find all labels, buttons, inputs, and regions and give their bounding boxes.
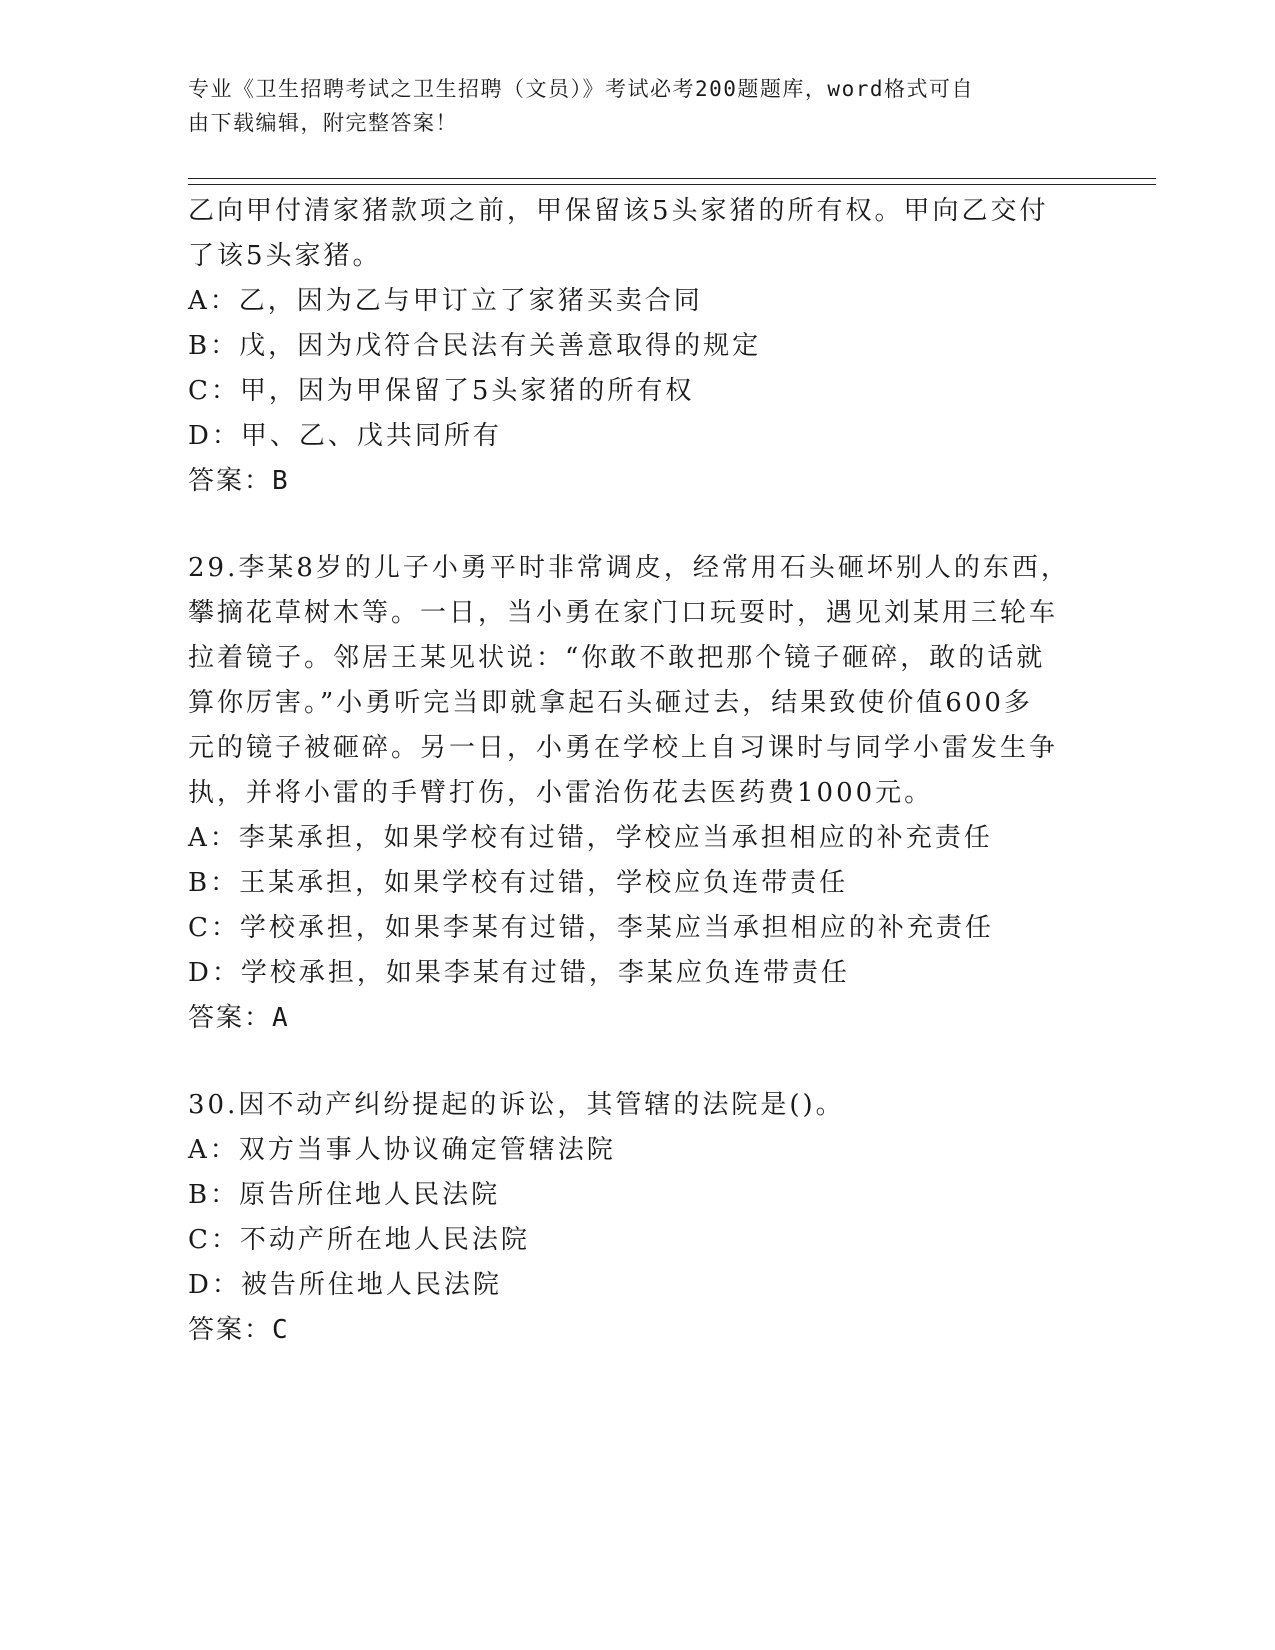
question-text-line: 元的镜子被砸碎。另一日，小勇在学校上自习课时与同学小雷发生争: [188, 733, 1059, 763]
question-text-line: 算你厉害。”小勇听完当即就拿起石头砸过去，结果致使价值600多: [188, 688, 1033, 718]
option-c: C：甲，因为甲保留了5头家猪的所有权: [188, 376, 695, 406]
question-text-line: 30.因不动产纠纷提起的诉讼，其管辖的法院是()。: [188, 1090, 845, 1120]
option-c: C：不动产所在地人民法院: [188, 1225, 530, 1255]
question-29: [188, 546, 1088, 1041]
option-b: B：原告所住地人民法院: [188, 1180, 501, 1210]
option-b: B：王某承担，如果学校有过错，学校应负连带责任: [188, 868, 849, 898]
option-c: C：学校承担，如果李某有过错，李某应当承担相应的补充责任: [188, 913, 994, 943]
option-d: D：甲、乙、戊共同所有: [188, 421, 502, 451]
answer: 答案：C: [188, 1315, 290, 1345]
spacer: [188, 504, 1088, 546]
option-a: A：李某承担，如果学校有过错，学校应当承担相应的补充责任: [188, 823, 993, 853]
question-28: [188, 189, 1088, 504]
question-30: [188, 1083, 1088, 1353]
header-line-1: 专业《卫生招聘考试之卫生招聘（文员）》考试必考200题题库，word格式可自: [188, 77, 974, 101]
question-text-line: 执，并将小雷的手臂打伤，小雷治伤花去医药费1000元。: [188, 778, 934, 808]
question-text-line: 攀摘花草树木等。一日，当小勇在家门口玩耍时，遇见刘某用三轮车: [188, 598, 1059, 628]
document-body: [188, 189, 1088, 1353]
header-divider-bottom: [188, 184, 1156, 185]
option-d: D：学校承担，如果李某有过错，李某应负连带责任: [188, 958, 850, 988]
question-text-line: 了该5头家猪。: [188, 241, 382, 271]
option-d: D：被告所住地人民法院: [188, 1270, 502, 1300]
question-text-line: 29.李某8岁的儿子小勇平时非常调皮，经常用石头砸坏别人的东西，: [188, 553, 1070, 583]
answer: 答案：B: [188, 466, 290, 496]
option-b: B：戊，因为戊符合民法有关善意取得的规定: [188, 331, 762, 361]
header-divider-top: [188, 178, 1156, 179]
option-a: A：双方当事人协议确定管辖法院: [188, 1135, 616, 1165]
spacer: [188, 1041, 1088, 1083]
document-header: [188, 72, 1068, 140]
header-line-2: 由下载编辑，附完整答案！: [188, 111, 458, 135]
question-text-line: 拉着镜子。邻居王某见状说：“你敢不敢把那个镜子砸碎，敢的话就: [188, 643, 1046, 673]
answer: 答案：A: [188, 1003, 290, 1033]
option-a: A：乙，因为乙与甲订立了家猪买卖合同: [188, 286, 703, 316]
question-text-line: 乙向甲付清家猪款项之前，甲保留该5头家猪的所有权。甲向乙交付: [188, 196, 1049, 226]
